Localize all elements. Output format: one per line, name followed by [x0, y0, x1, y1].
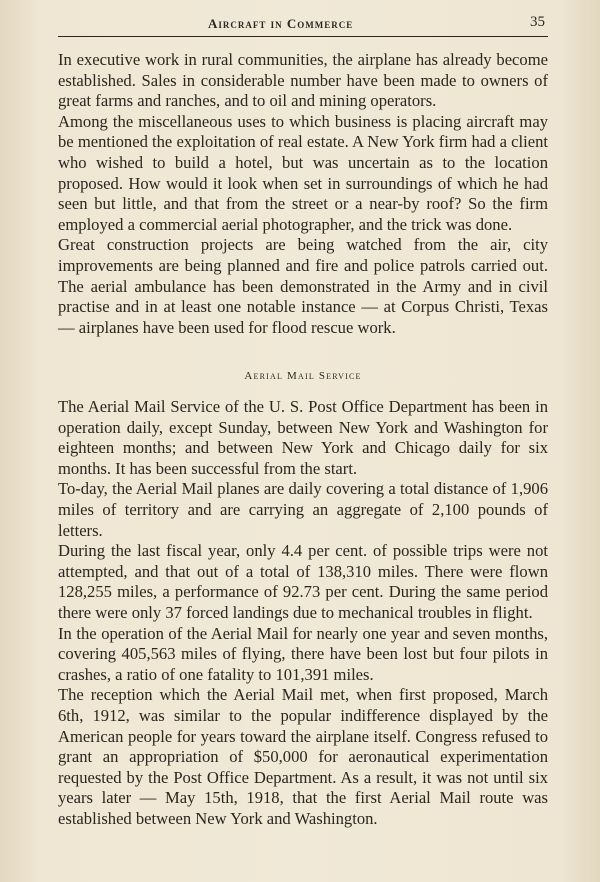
page-header	[58, 12, 545, 36]
page-number: 35	[530, 14, 545, 30]
paragraph: In executive work in rural communities, the airplane has already become established. Sales in considerable number have been made to owners of great farms and ranches, and to oil and mining operators.	[58, 50, 548, 111]
paragraph: The reception which the Aerial Mail met, when first proposed, March 6th, 1912, was similar to the popular indifference displayed by the American people for years toward the airplane itself. Congress refused to grant an appropriation of $50,000 for aeronautical experimentation requested by the Post Office Department. As a result, it was not until six years later — May 15th, 1918, that the first Aerial Mail route was established between New York and Washington.	[58, 685, 548, 828]
paragraph: In the operation of the Aerial Mail for nearly one year and seven months, covering 405,563 miles of flying, there have been lost but four pilots in crashes, a ratio of one fatality to 101,391 miles.	[58, 623, 548, 684]
section-2-text	[58, 397, 548, 829]
header-rule	[58, 36, 548, 37]
paragraph: To-day, the Aerial Mail planes are daily covering a total distance of 1,906 miles of territory and are carrying an aggregate of 2,100 pounds of letters.	[58, 479, 548, 540]
paragraph: The Aerial Mail Service of the U. S. Post Office Department has been in operation daily, except Sunday, between New York and Washington for eighteen months; and between New York and Chicago daily for six months. It has been successful from the start.	[58, 397, 548, 478]
paragraph: Great construction projects are being watched from the air, city improvements are being planned and fire and police patrols carried out. The aerial ambulance has been demonstrated in the Army and in civil practise and in at least one notable instance — at Corpus Christi, Texas — airplanes have been used for flood rescue work.	[58, 235, 548, 337]
paragraph: During the last fiscal year, only 4.4 per cent. of possible trips were not attempted, and that out of a total of 138,310 miles. There were flown 128,255 miles, a performance of 92.73 per cent. During the same period there were only 37 forced landings due to mechanical troubles in flight.	[58, 541, 548, 622]
paragraph: Among the miscellaneous uses to which business is placing aircraft may be mentioned the exploitation of real estate. A New York firm had a client who wished to build a hotel, but was uncertain as to the location proposed. How would it look when set in surroundings of which he had seen but little, and that from the street or a near-by roof? So the firm employed a commercial aerial photographer, and the trick was done.	[58, 111, 548, 234]
running-title: Aircraft in Commerce	[208, 16, 354, 31]
section-1-text	[58, 50, 548, 338]
section-heading: Aerial Mail Service	[244, 370, 362, 382]
